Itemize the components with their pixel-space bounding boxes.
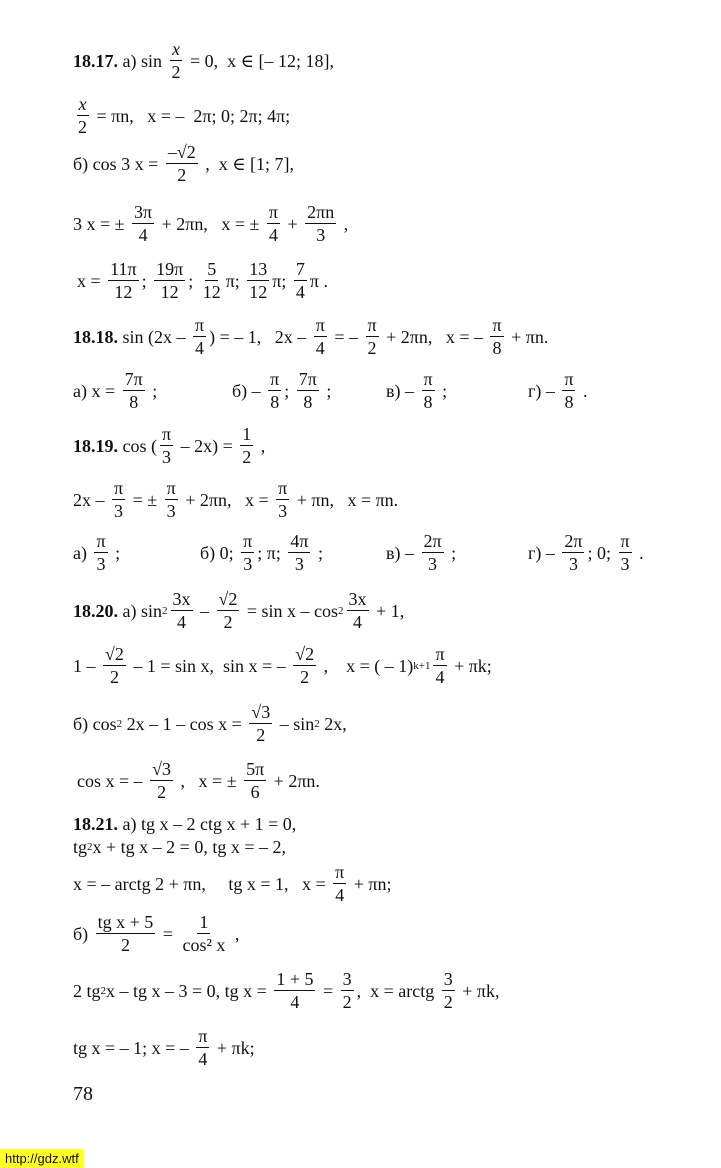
math-text: x = – arctg 2 + πn, tg x = 1, x =: [73, 873, 331, 894]
problem-18-18-answer-b: [232, 370, 331, 411]
math-text: 5: [207, 259, 217, 279]
math-text: 1 + 5: [276, 969, 314, 989]
fraction: [154, 260, 185, 301]
fraction: [422, 370, 435, 411]
math-text: 2: [109, 667, 119, 687]
math-text: 11π: [110, 259, 137, 279]
math-text: x =: [77, 270, 106, 291]
math-text: – 2x) =: [176, 435, 238, 456]
math-text: + πk;: [212, 1037, 255, 1058]
problem-18-19-answer-a: [73, 532, 120, 573]
math-text: π: [620, 531, 630, 551]
math-text: а) sin: [118, 600, 162, 621]
math-text: π: [564, 369, 574, 389]
fraction: [170, 40, 183, 81]
math-text: 1 –: [73, 655, 100, 676]
problem-18-19-answer-b: [200, 532, 323, 573]
problem-18-18-line-1: [73, 316, 548, 357]
math-text: = πn, x = – 2π; 0; 2π; 4π;: [92, 105, 291, 126]
math-text: 3: [316, 225, 326, 245]
math-text: cos² x: [182, 935, 226, 955]
math-text: 4: [268, 225, 278, 245]
math-text: π: [270, 369, 280, 389]
fraction: [240, 425, 253, 466]
math-text: 2 tg: [73, 980, 101, 1001]
math-text: 2: [300, 667, 310, 687]
math-text: – 1 = sin x, sin x = –: [128, 655, 291, 676]
math-text: 3: [278, 501, 288, 521]
math-text: π: [162, 424, 172, 444]
math-text: π: [367, 315, 377, 335]
problem-18-17-line-5: [77, 260, 328, 301]
math-text: 2: [342, 992, 352, 1012]
math-text: = sin x – cos: [242, 600, 339, 621]
problem-label: 18.20.: [73, 600, 118, 621]
fraction: [132, 203, 154, 244]
math-text: 4: [177, 612, 186, 632]
math-text: √2: [218, 589, 238, 609]
fraction: [171, 590, 193, 631]
math-text: + πk,: [457, 980, 500, 1001]
math-text: √3: [152, 759, 172, 779]
problem-18-20-line-2: 1 – √2 2 – 1 = sin x, sin x = – √2 2 , x = ( – 1) k+1 π 4 + πk;: [73, 644, 492, 687]
math-text: 2π: [423, 531, 442, 551]
math-text: tg x = – 1; x = –: [73, 1037, 194, 1058]
math-text: , x = arctg: [356, 980, 439, 1001]
fraction: [150, 760, 173, 801]
math-text: ;: [147, 380, 158, 401]
problem-18-20-line-1: 18.20. а) sin 2 3x 4 – $\frac{√2}{2}$ = sin x – cos 2 3x 4 + 1,: [73, 589, 405, 632]
math-text: 13: [249, 259, 268, 279]
math-text: 2: [78, 117, 87, 137]
fraction: [244, 760, 266, 801]
problem-18-17-line-4: [73, 203, 348, 244]
fraction: [314, 316, 327, 357]
math-text: ;: [446, 542, 457, 563]
math-text: ;: [284, 380, 294, 401]
fraction: [241, 532, 254, 573]
math-text: + πn.: [506, 326, 549, 347]
problem-18-21-line-6: [73, 1027, 255, 1068]
math-text: ;: [313, 542, 323, 563]
fraction: [217, 590, 240, 631]
math-text: 12: [114, 282, 133, 302]
math-text: б): [73, 923, 93, 944]
math-text: г) –: [528, 380, 560, 401]
problem-18-17-line-2: [73, 95, 290, 136]
math-text: 3: [162, 447, 172, 467]
fraction: [294, 260, 307, 301]
math-text: x + tg x – 2 = 0, tg x = – 2,: [92, 837, 286, 857]
math-text: ) = – 1, 2x –: [209, 326, 311, 347]
problem-18-21-line-3: [73, 863, 392, 904]
math-text: tg x + 5: [97, 912, 154, 932]
math-text: ; 0;: [587, 542, 616, 563]
math-text: 3: [294, 554, 304, 574]
math-text: x: [172, 39, 180, 59]
math-text: sin (2x –: [118, 326, 190, 347]
math-text: 2π: [564, 531, 583, 551]
math-text: π: [435, 644, 445, 664]
watermark-link[interactable]: http://gdz.wtf: [0, 1149, 84, 1168]
problem-18-18-answer-g: [528, 370, 587, 411]
math-text: π: [195, 315, 205, 335]
math-text: π: [278, 478, 288, 498]
math-text: π: [96, 531, 106, 551]
math-text: x: [78, 94, 87, 114]
problem-18-18-answer-v: [386, 370, 447, 411]
math-text: 4: [198, 1049, 208, 1069]
math-text: ;: [188, 270, 198, 291]
fraction: [288, 532, 310, 573]
fraction: [297, 370, 319, 411]
fraction: [366, 316, 379, 357]
math-text: π: [166, 478, 176, 498]
math-text: √2: [105, 644, 124, 664]
math-text: 2: [242, 447, 252, 467]
page-number: 78: [73, 1083, 93, 1105]
math-text: ;: [141, 270, 152, 291]
fraction: [193, 316, 206, 357]
problem-label: 18.19.: [73, 435, 118, 456]
math-text: 8: [492, 338, 502, 358]
math-text: = ±: [128, 489, 162, 510]
math-text: 3: [166, 501, 176, 521]
math-text: π: [492, 315, 502, 335]
math-text: ;: [437, 380, 448, 401]
fraction: [94, 532, 107, 573]
math-text: .: [578, 380, 588, 401]
problem-18-19-line-1: [73, 425, 265, 466]
math-text: 2: [157, 782, 167, 802]
math-text: б) 0;: [200, 542, 239, 563]
math-text: 3: [114, 501, 124, 521]
math-text: а) tg x – 2 ctg x + 1 = 0,: [118, 814, 297, 834]
math-text: 3 x = ±: [73, 213, 130, 234]
fraction: [247, 260, 269, 301]
math-text: ,: [339, 213, 349, 234]
fraction: [165, 479, 178, 520]
math-text: б) cos 3 x =: [73, 153, 163, 174]
math-text: 12: [202, 282, 221, 302]
math-text: 3: [243, 554, 253, 574]
math-text: а): [73, 542, 92, 563]
math-text: 12: [249, 282, 268, 302]
math-text: ,: [256, 435, 266, 456]
fraction: [96, 913, 156, 954]
math-text: 4: [290, 992, 300, 1012]
fraction: [333, 863, 346, 904]
math-text: г) –: [528, 542, 560, 563]
math-text: 2: [120, 935, 130, 955]
fraction: [268, 370, 281, 411]
math-text: 4: [435, 667, 445, 687]
fraction: [160, 425, 173, 466]
problem-18-21-line-2: tg 2 x + tg x – 2 = 0, tg x = – 2,: [73, 837, 286, 857]
math-text: а) x =: [73, 380, 120, 401]
math-text: ;: [321, 380, 332, 401]
math-text: .: [634, 542, 644, 563]
problem-label: 18.17.: [73, 50, 118, 71]
fraction: [201, 260, 223, 301]
math-text: π: [114, 478, 124, 498]
math-text: 8: [270, 392, 280, 412]
math-text: π: [423, 369, 433, 389]
fraction: [347, 590, 369, 631]
fraction: [433, 645, 446, 686]
problem-18-20-line-3: б) cos 2 2x – 1 – cos x = $\frac{√3}{2}$ – sin 2 2x,: [73, 702, 347, 745]
math-text: –√2: [167, 142, 196, 162]
math-text: 4: [335, 885, 345, 905]
math-text: π;: [225, 270, 245, 291]
fraction: [490, 316, 503, 357]
math-text: = 0, x ∈ [– 12; 18],: [185, 50, 334, 71]
math-text: 3: [568, 554, 578, 574]
math-text: 4: [353, 612, 363, 632]
math-text: 2: [367, 338, 377, 358]
math-text: 19π: [156, 259, 184, 279]
math-text: π: [198, 1026, 208, 1046]
problem-18-21-line-1: [73, 815, 296, 833]
fraction: [562, 370, 575, 411]
math-text: 3: [96, 554, 106, 574]
math-text: 2πn: [307, 202, 335, 222]
problem-label: 18.21.: [73, 814, 118, 834]
math-text: в) –: [386, 542, 419, 563]
math-text: tg: [73, 837, 88, 857]
math-text: 4: [295, 282, 305, 302]
math-text: 1: [199, 912, 209, 932]
math-text: 3: [620, 554, 630, 574]
math-text: π: [243, 531, 253, 551]
problem-18-17-line-3: [73, 143, 294, 184]
math-text: π: [268, 202, 278, 222]
math-text: 3: [443, 969, 453, 989]
math-text: = –: [329, 326, 363, 347]
fraction: [267, 203, 280, 244]
math-text: 1: [242, 424, 252, 444]
math-text: , x ∈ [1; 7],: [200, 153, 295, 174]
fraction: [562, 532, 584, 573]
math-text: √3: [251, 702, 271, 722]
problem-label: 18.18.: [73, 326, 118, 347]
math-text: 7: [295, 259, 305, 279]
math-text: 3: [342, 969, 352, 989]
math-text: + πk;: [449, 655, 492, 676]
fraction: [76, 95, 89, 136]
math-text: 7π: [298, 369, 317, 389]
math-text: б) –: [232, 380, 266, 401]
math-text: + πn;: [349, 873, 392, 894]
math-text: π: [315, 315, 325, 335]
math-text: 8: [303, 392, 313, 412]
math-text: 12: [160, 282, 179, 302]
math-text: ; π;: [257, 542, 286, 563]
problem-18-17-line-1: [73, 40, 334, 81]
fraction: [103, 645, 126, 686]
math-text: 2: [177, 165, 187, 185]
math-text: 2x –: [73, 489, 109, 510]
math-text: =: [158, 923, 178, 944]
math-text: , x = ±: [176, 770, 242, 791]
fraction: [249, 703, 272, 744]
math-text: в) –: [386, 380, 419, 401]
math-text: 2x,: [319, 713, 347, 734]
math-text: +: [283, 213, 303, 234]
math-text: 3x: [348, 589, 367, 609]
math-text: 8: [129, 392, 139, 412]
math-text: , x = ( – 1): [319, 655, 414, 676]
math-text: 4π: [290, 531, 309, 551]
math-text: – sin: [275, 713, 315, 734]
math-text: + 2πn, x = –: [381, 326, 488, 347]
math-text: а) sin: [118, 50, 167, 71]
math-text: 4: [195, 338, 205, 358]
problem-18-19-answer-v: [386, 532, 456, 573]
math-text: + πn, x = πn.: [292, 489, 399, 510]
math-text: б) cos: [73, 713, 117, 734]
math-text: π: [335, 862, 345, 882]
fraction: [276, 479, 289, 520]
fraction: [196, 1027, 209, 1068]
math-text: x – tg x – 3 = 0, tg x =: [106, 980, 272, 1001]
math-text: ;: [110, 542, 121, 563]
math-text: 3x: [172, 589, 191, 609]
math-text: 3π: [134, 202, 153, 222]
fraction: [442, 970, 455, 1011]
fraction: [619, 532, 632, 573]
fraction: [108, 260, 138, 301]
problem-18-19-line-2: [73, 479, 398, 520]
fraction: [123, 370, 145, 411]
math-text: 2: [256, 725, 266, 745]
problem-18-21-line-4: [73, 913, 239, 954]
fraction: [293, 645, 316, 686]
math-text: 2: [171, 62, 181, 82]
math-text: π;: [272, 270, 291, 291]
fraction: [112, 479, 125, 520]
fraction: [305, 203, 336, 244]
math-text: + 2πn, x = ±: [157, 213, 264, 234]
math-text: =: [318, 980, 338, 1001]
fraction: [166, 143, 198, 184]
math-text: 3: [428, 554, 438, 574]
math-text: 8: [564, 392, 574, 412]
problem-18-19-answer-g: [528, 532, 644, 573]
math-text: + 2πn.: [269, 770, 320, 791]
math-text: 2: [223, 612, 233, 632]
math-text: cos (: [118, 435, 157, 456]
math-text: 7π: [124, 369, 143, 389]
math-text: ,: [230, 923, 240, 944]
math-text: √2: [295, 644, 315, 664]
math-text: 4: [138, 225, 148, 245]
math-text: + 1,: [371, 600, 405, 621]
fraction: [180, 913, 227, 954]
fraction: [274, 970, 315, 1011]
fraction: [422, 532, 444, 573]
problem-18-20-line-4: [77, 760, 320, 801]
fraction: [341, 970, 354, 1011]
problem-18-21-line-5: 2 tg 2 x – tg x – 3 = 0, tg x = $\frac{1 + 5}{4}$ = $\frac{3}{2}$ , x = arctg 3 2 + πk,: [73, 969, 500, 1012]
math-text: 6: [250, 782, 260, 802]
math-text: 4: [315, 338, 325, 358]
math-text: + 2πn, x =: [180, 489, 274, 510]
problem-18-18-answer-a: [73, 370, 157, 411]
math-text: –: [195, 600, 214, 621]
math-text: 8: [423, 392, 433, 412]
math-text: cos x = –: [77, 770, 148, 791]
math-text: 5π: [246, 759, 265, 779]
math-text: π .: [309, 270, 328, 291]
math-text: 2: [443, 992, 453, 1012]
math-text: 2x – 1 – cos x =: [122, 713, 247, 734]
